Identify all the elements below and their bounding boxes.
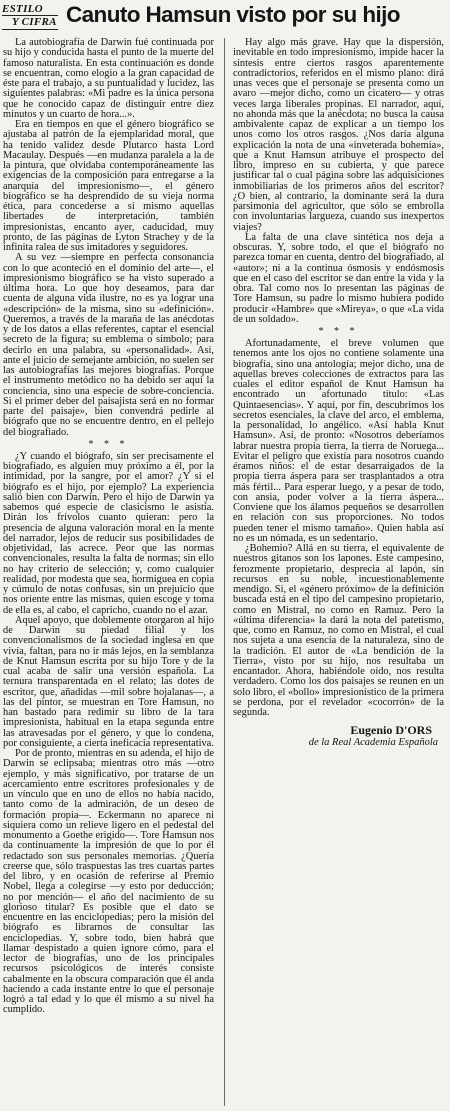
author-signature: Eugenio D'ORS [350,723,432,738]
section-label: ESTILO [2,3,43,15]
paragraph: Hay algo más grave. Hay que la dispersión, inevitable en todo impresionismo, impide hacer la síntesis entre ciertos rasgos aparentemente contradictorios, referidos en el mismo plano: dirá unas veces que el personaje se presenta como un avaro —mejor dicho, como un cicatero— y otras veces larga liberales propinas. El narrador, aquí, no ahonda más que la anécdota; no busca la causa ambivalente capaz de explicar a un tiempo los unos como los otros rasgos. ¿Nos daría alguna explicación la nota de una «inveterada bohemia», que a Knut Hamsun atribuye el prospecto del libro, impreso en su cubierta, y que parece justificar tal o cual página sobre las adquisiciones inmobiliarias de los primeros años del escritor? ¿O bien, al contrario, la dominante será la dura parsimonia del agricultor, que sólo se embrolla con involuntarias largueza, cuando sus inexpertos viajes? [233,37,444,233]
section-break: * * * [318,326,359,337]
section-label-sub: Y CIFRA [12,16,57,28]
left-column [3,38,214,1016]
article-header [0,0,450,34]
author-affiliation: de la Real Academia Española [308,737,438,749]
paragraph: Era en tiempos en que el género biográfico se ajustaba al patrón de la ejemplaridad moral, que ha tenido validez desde Plutarco hasta Lord Macaulay. Después —en mudanza paralela a la de la pintura, que olvidaba contemporáneamente las exigencias de la composición para entregarse a la anarquía del impresionismo—, el género biográfico se ha desprendido de su vieja norma ética, para concederse a sí mismo aquellas libertades de interpretación, también impresionistas, encanto ayer, caducidad, muy pronto, de las páginas de Lyton Strachey y de la infinita ralea de sus imitadores y seguidores. [3,119,214,253]
paragraph: Aquel apoyo, que doblemente otorgaron al hijo de Darwin su piedad filial y los convencionalismos de la sociedad inglesa en que vivía, faltan, para no ir más lejos, en la semblanza de Knut Hamsun escrita por su hijo Tore y de la cual acaba de salir una versión española. La ternura transparentada en el relato; las dotes de escritor, que, añadidas —mil sobre hojalanas—, a las del pintor, se muestran en Tore Hamsun, no han bastado para redimir su libro de la tara impresionista, habitual en la etapa segunda entre las atravesadas por el género, y que lo condena, por consiguiente, a cierta ineficacia representativa. [3,614,214,749]
paragraph: Afortunadamente, el breve volumen que tenemos ante los ojos no contiene solamente una biografía, sino una antología; mejor dicho, una de aquellas breves colecciones de extractos para las cuales el editor español de Knut Hamsun ha encontrado un afortunado título: «Las Quintaesencias». Y aquí, por fin, descubrimos los secretos esenciales, la clave del arco, el emblema, la personalidad, lo angélico. «Así habla Knut Hamsun». Así, de pronto: «Nosotros deberíamos labrar nuestra propia tierra, la tierra de Noruega... Evitar el peligro que existía para nosotros cuando éramos niños: el de estar desarraigados de la propia tierra áspera para ser trasplantados a otra más fértil... Para esperar luego, y a pesar de todo, con ansia, poder volver a la tierra áspera... Conviene que los álamos pequeños se desarrollen en relación con sus proporciones. No todos pueden tener el mismo tamaño». Quien habla así no es un nómada, es un sedentario. [233,338,444,544]
section-break: * * * [88,438,129,450]
column-divider [224,38,225,1106]
paragraph: Por de pronto, mientras en su adenda, el hijo de Darwin se eclipsaba; mientras otro más —otro ejemplo, y más significativo, por tratarse de un acercamiento entre escritores profesionales y de un vínculo que en uno de ellos no había nacido, tanto como de la admiración, de un deseo de formación propia—. Eckermann no aparece ni siquiera como un relieve ligero en el pedestal del monumento a Goethe erigido—. Tore Hamsun nos da continuamente la impresión de que lo por él redactado son sus personales memorias. ¿Quería creerse que, sólo traspuestas las tres cuartas partes del libro, y en ocasión de referirse al Premio Nobel, llega a colegirse —y esto por deducción; no por mención— el año del nacimiento de su glorioso titular? Es posible que el dato se encuentre en las enciclopedias; pero la misión del biógrafo es librarnos de consultar las enciclopedias. Y, sobre todo, bien habrá que llamar despistado a quien ignore cómo, para el lector de biografías, uno de los principales recursos psicológicos de interés consiste cabalmente en la obscura comparación que él anda haciendo a cada instante entre lo que el personaje logró a tal edad y lo que él mismo a su nivel ha cumplido. [3,748,214,1016]
paragraph: La autobiografía de Darwin fué continuada por su hijo y conducida hasta el punto de la muerte del famoso naturalista. En esta continuación es donde se encuentran, como elogio a la gran capacidad de éste para el trabajo, a su puntualidad y lucidez, las siguientes palabras: «Mi padre es la única persona que he conocido capaz de distinguir entre diez minutos y un cuarto de hora...». [3,37,214,120]
paragraph: ¿Bohemio? Allá en su tierra, el equivalente de nuestros gitanos son los lapones. Este campesino, ferozmente propietario, desprecia al lapón, sin recursos en su noble, incuestionablemente mendigo. Si, el «género próximo» de la definición buscada está en el tipo del campesino propietario, como en Mistral, no como en Ramuz. Pero la «última diferencia» la dará la nota del patetismo, que, como en Ramuz, no como en Mistral, el cual nos sujeta a una esencia de la naturaleza, sino de la tradición. El autor de «La bendición de la Tierra», visto por su hijo, nos resultaba un encantador. Ahora, habiéndole oído, nos resulta verdadero. Como los dos paisajes se reunen en un solo libro, el «bollo» impresionístico de la primera se perdona, por el revelador «cocorrón» de la segunda. [233,543,444,718]
paragraph: ¿Y cuando el biógrafo, sin ser precisamente el biografiado, es alguien muy próximo a él, por la intimidad, por la sangre, por el amor? ¿Y si el biógrafo es el hijo, por ejemplo? La experiencia salió bien con Darwin. Pero el hijo de Darwin ya sabemos qué especie de clasicismo le asistía. Dirán los frívolos cuanto quieran: pero la presencia de alguna valoración moral en la mente del narrador, lejos de reducir sus posibilidades de objetividad, las acrece. Peor que las normas convencionales, resulta la falta de normas; sin ello no hay criterio de selección; y, como cualquier realidad, por modesta que sea, hormiguea en copia y cúmulo de notas confusas, sin un prejuicio que nos oriente entre las mismas, quien escoge y toma de ella es, al cabo, el capricho, cuando no el azar. [3,450,214,616]
section-divider-bottom [2,29,58,30]
paragraph: La falta de una clave sintética nos deja a obscuras. Y, sobre todo, el que el biógrafo no parezca tomar en cuenta, dentro del biografiado, al «autor»; ni a la continua ósmosis y endósmosis que en el caso del escritor se dan entre la vida y la obra. Tal como nos lo presentan las páginas de Tore Hamsun, su padre lo mismo hubiera podido producir «Hambre» que «Mireya», o que «La vida de un soldado». [233,231,444,325]
paragraph: A su vez —siempre en perfecta consonancia con lo que aconteció en el dominio del arte—, el impresionismo biográfico se ha visto superado a última hora. Lo que hoy deseamos, para dar cuenta de alguna vida ilustre, no es ya lograr una «descripción» de la misma, sino su «definición». Queremos, a través de la maraña de las anécdotas y de los datos a ellas referentes, captar el esencial secreto de la figura; su emblema o símbolo; para decirlo en una palabra, su «personalidad». Así, ante el juicio de semejante ambición, no suelen ser las autobiografías las mejores biografías. Porque el instrumento metódico no ha debido ser aquí la conciencia, sino una especie de sobre-conciencia. Si el primer deber del paisajista será en no formar parte del paisaje», bien convendrá pedirle al biógrafo que no se encuentre dentro, en el pellejo del biografiado. [3,252,214,438]
article-title: Canuto Hamsun visto por su hijo [66,2,400,27]
right-column [233,38,444,749]
